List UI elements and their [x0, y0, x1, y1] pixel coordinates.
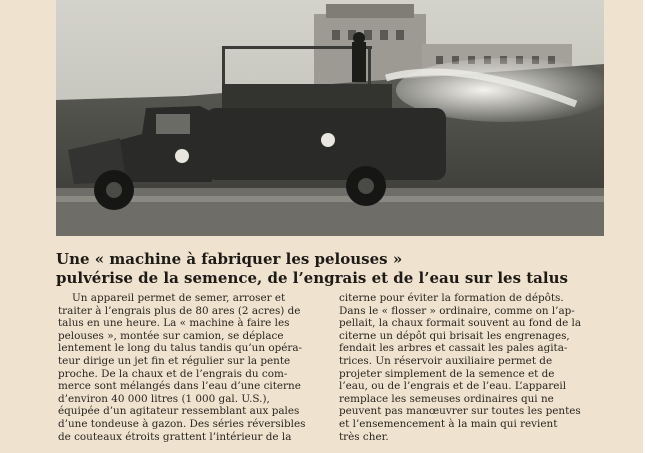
text-line: citerne un dépôt qui brisait les engrenages, [339, 329, 570, 342]
text-line: lentement le long du talus tandis qu’un opéra- [58, 342, 303, 355]
text-line: Dans le « flosser » ordinaire, comme on l’ap- [339, 304, 575, 317]
text-line: citerne pour éviter la formation de dépôts. [339, 292, 564, 304]
text-line: remplace les semeuses ordinaires qui ne [339, 392, 554, 405]
text-line: d’environ 40 000 litres (1 000 gal. U.S.), [58, 392, 270, 405]
article-photo [56, 0, 604, 236]
text-line: d’une tondeuse à gazon. Des séries réversibles [58, 417, 306, 430]
article-column-right [339, 292, 605, 443]
text-line: pellait, la chaux formait souvent au fond de la [339, 317, 582, 330]
text-line: pelouses », montée sur camion, se déplace [58, 329, 284, 342]
article-column-left [58, 292, 324, 443]
text-line: l’eau, ou de l’engrais et de l’eau. L’appareil [339, 380, 567, 393]
text-line: teur dirige un jet fin et régulier sur la pente [58, 354, 291, 367]
text-line: très cher. [339, 430, 389, 443]
text-line: et l’ensemencement à la main qui revient [339, 417, 558, 430]
text-line: projeter simplement de la semence et de [339, 367, 555, 380]
headline [56, 250, 616, 288]
text-line: merce sont mélangés dans l’eau d’une citerne [58, 380, 301, 393]
headline-line-2: pulvérise de la semence, de l’engrais et de l’eau sur les talus [56, 269, 568, 287]
text-line: de couteaux étroits grattent l’intérieur de la [58, 430, 292, 443]
text-line: Un appareil permet de semer, arroser et [72, 292, 286, 304]
text-line: trices. Un réservoir auxiliaire permet de [339, 354, 553, 367]
text-line: fendait les arbres et cassait les pales agita- [339, 342, 568, 355]
text-line: talus en une heure. La « machine à faire les [58, 317, 290, 330]
headline-line-1: Une « machine à fabriquer les pelouses » [56, 250, 403, 268]
text-line: proche. De la chaux et de l’engrais du com- [58, 367, 288, 380]
text-line: peuvent pas manœuvrer sur toutes les pentes [339, 405, 581, 418]
text-line: traiter à l’engrais plus de 80 ares (2 acres) de [58, 304, 301, 317]
text-line: équipée d’un agitateur ressemblant aux pales [58, 405, 300, 418]
photo-illustration [56, 0, 604, 236]
